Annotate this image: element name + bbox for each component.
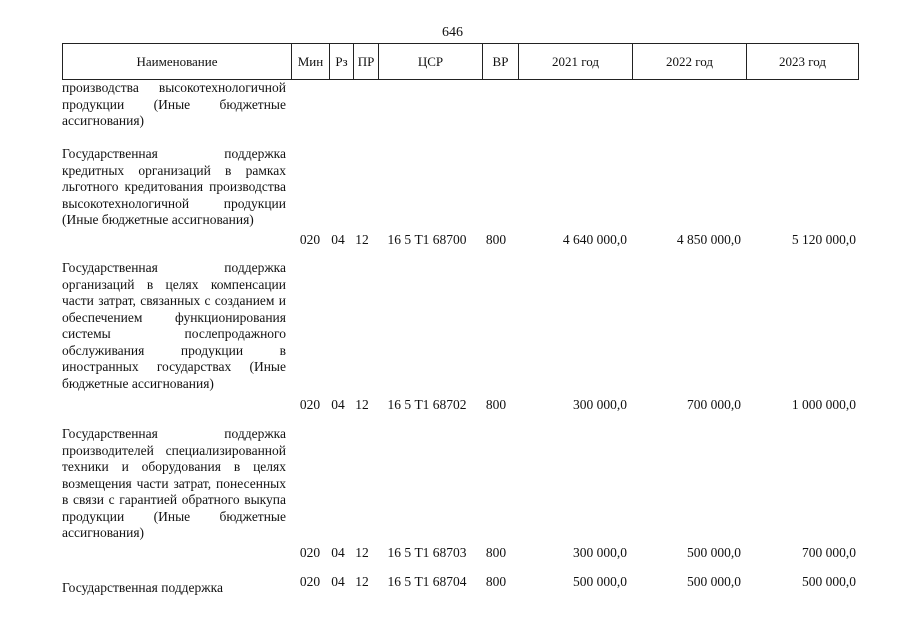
row-pr: 12 [355, 574, 369, 589]
header-csr: ЦСР [378, 44, 482, 79]
row-min: 020 [299, 574, 321, 589]
row-min: 020 [299, 397, 321, 412]
row-2021: 300 000,0 [573, 545, 627, 560]
row-vr: 800 [485, 232, 507, 247]
row-name: Государственная поддержка кредитных организаций в рамках льготного кредитования производства высокотехнологичной продукции (Иные бюджетные ассигнования) [62, 146, 286, 227]
row-rz: 04 [331, 545, 345, 560]
row-2023: 1 000 000,0 [791, 397, 856, 412]
header-2023: 2023 год [746, 44, 858, 79]
row-2022: 4 850 000,0 [676, 232, 741, 247]
row-min: 020 [299, 232, 321, 247]
table-header [62, 43, 859, 80]
row-vr: 800 [485, 574, 507, 589]
row-pr: 12 [355, 545, 369, 560]
row-2022: 700 000,0 [687, 397, 741, 412]
row-name: Государственная поддержка [62, 580, 223, 595]
row-rz: 04 [331, 397, 345, 412]
row-pr: 12 [355, 397, 369, 412]
row-name: производства высокотехнологичной продукции (Иные бюджетные ассигнования) [62, 80, 286, 128]
row-csr: 16 5 Т1 68703 [387, 545, 467, 560]
row-min: 020 [299, 545, 321, 560]
row-2023: 700 000,0 [802, 545, 856, 560]
row-2022: 500 000,0 [687, 574, 741, 589]
header-name: Наименование [136, 53, 218, 69]
header-2021: 2021 год [518, 44, 632, 79]
header-2022: 2022 год [632, 44, 746, 79]
row-2021: 4 640 000,0 [562, 232, 627, 247]
row-rz: 04 [331, 574, 345, 589]
page-number: 646 [442, 25, 463, 40]
row-pr: 12 [355, 232, 369, 247]
row-csr: 16 5 Т1 68704 [387, 574, 467, 589]
row-rz: 04 [331, 232, 345, 247]
row-name: Государственная поддержка производителей специализированной техники и оборудования в целях возмещения части затрат, понесенных в связи с гарантией обратного выкупа продукции (Иные бюджетные ассигнования) [62, 426, 286, 540]
header-vr: ВР [482, 44, 518, 79]
row-csr: 16 5 Т1 68700 [387, 232, 467, 247]
row-vr: 800 [485, 397, 507, 412]
header-pr: ПР [353, 44, 378, 79]
row-2021: 500 000,0 [573, 574, 627, 589]
header-min: Мин [291, 44, 329, 79]
header-rz: Рз [329, 44, 353, 79]
row-vr: 800 [485, 545, 507, 560]
row-csr: 16 5 Т1 68702 [387, 397, 467, 412]
row-2021: 300 000,0 [573, 397, 627, 412]
row-2023: 5 120 000,0 [791, 232, 856, 247]
row-2023: 500 000,0 [802, 574, 856, 589]
row-name: Государственная поддержка организаций в целях компенсации части затрат, связанных с созданием и обеспечением функционирования системы послепродажного обслуживания продукции в иностранных государствах (Иные бюджетные ассигнования) [62, 260, 286, 391]
row-2022: 500 000,0 [687, 545, 741, 560]
